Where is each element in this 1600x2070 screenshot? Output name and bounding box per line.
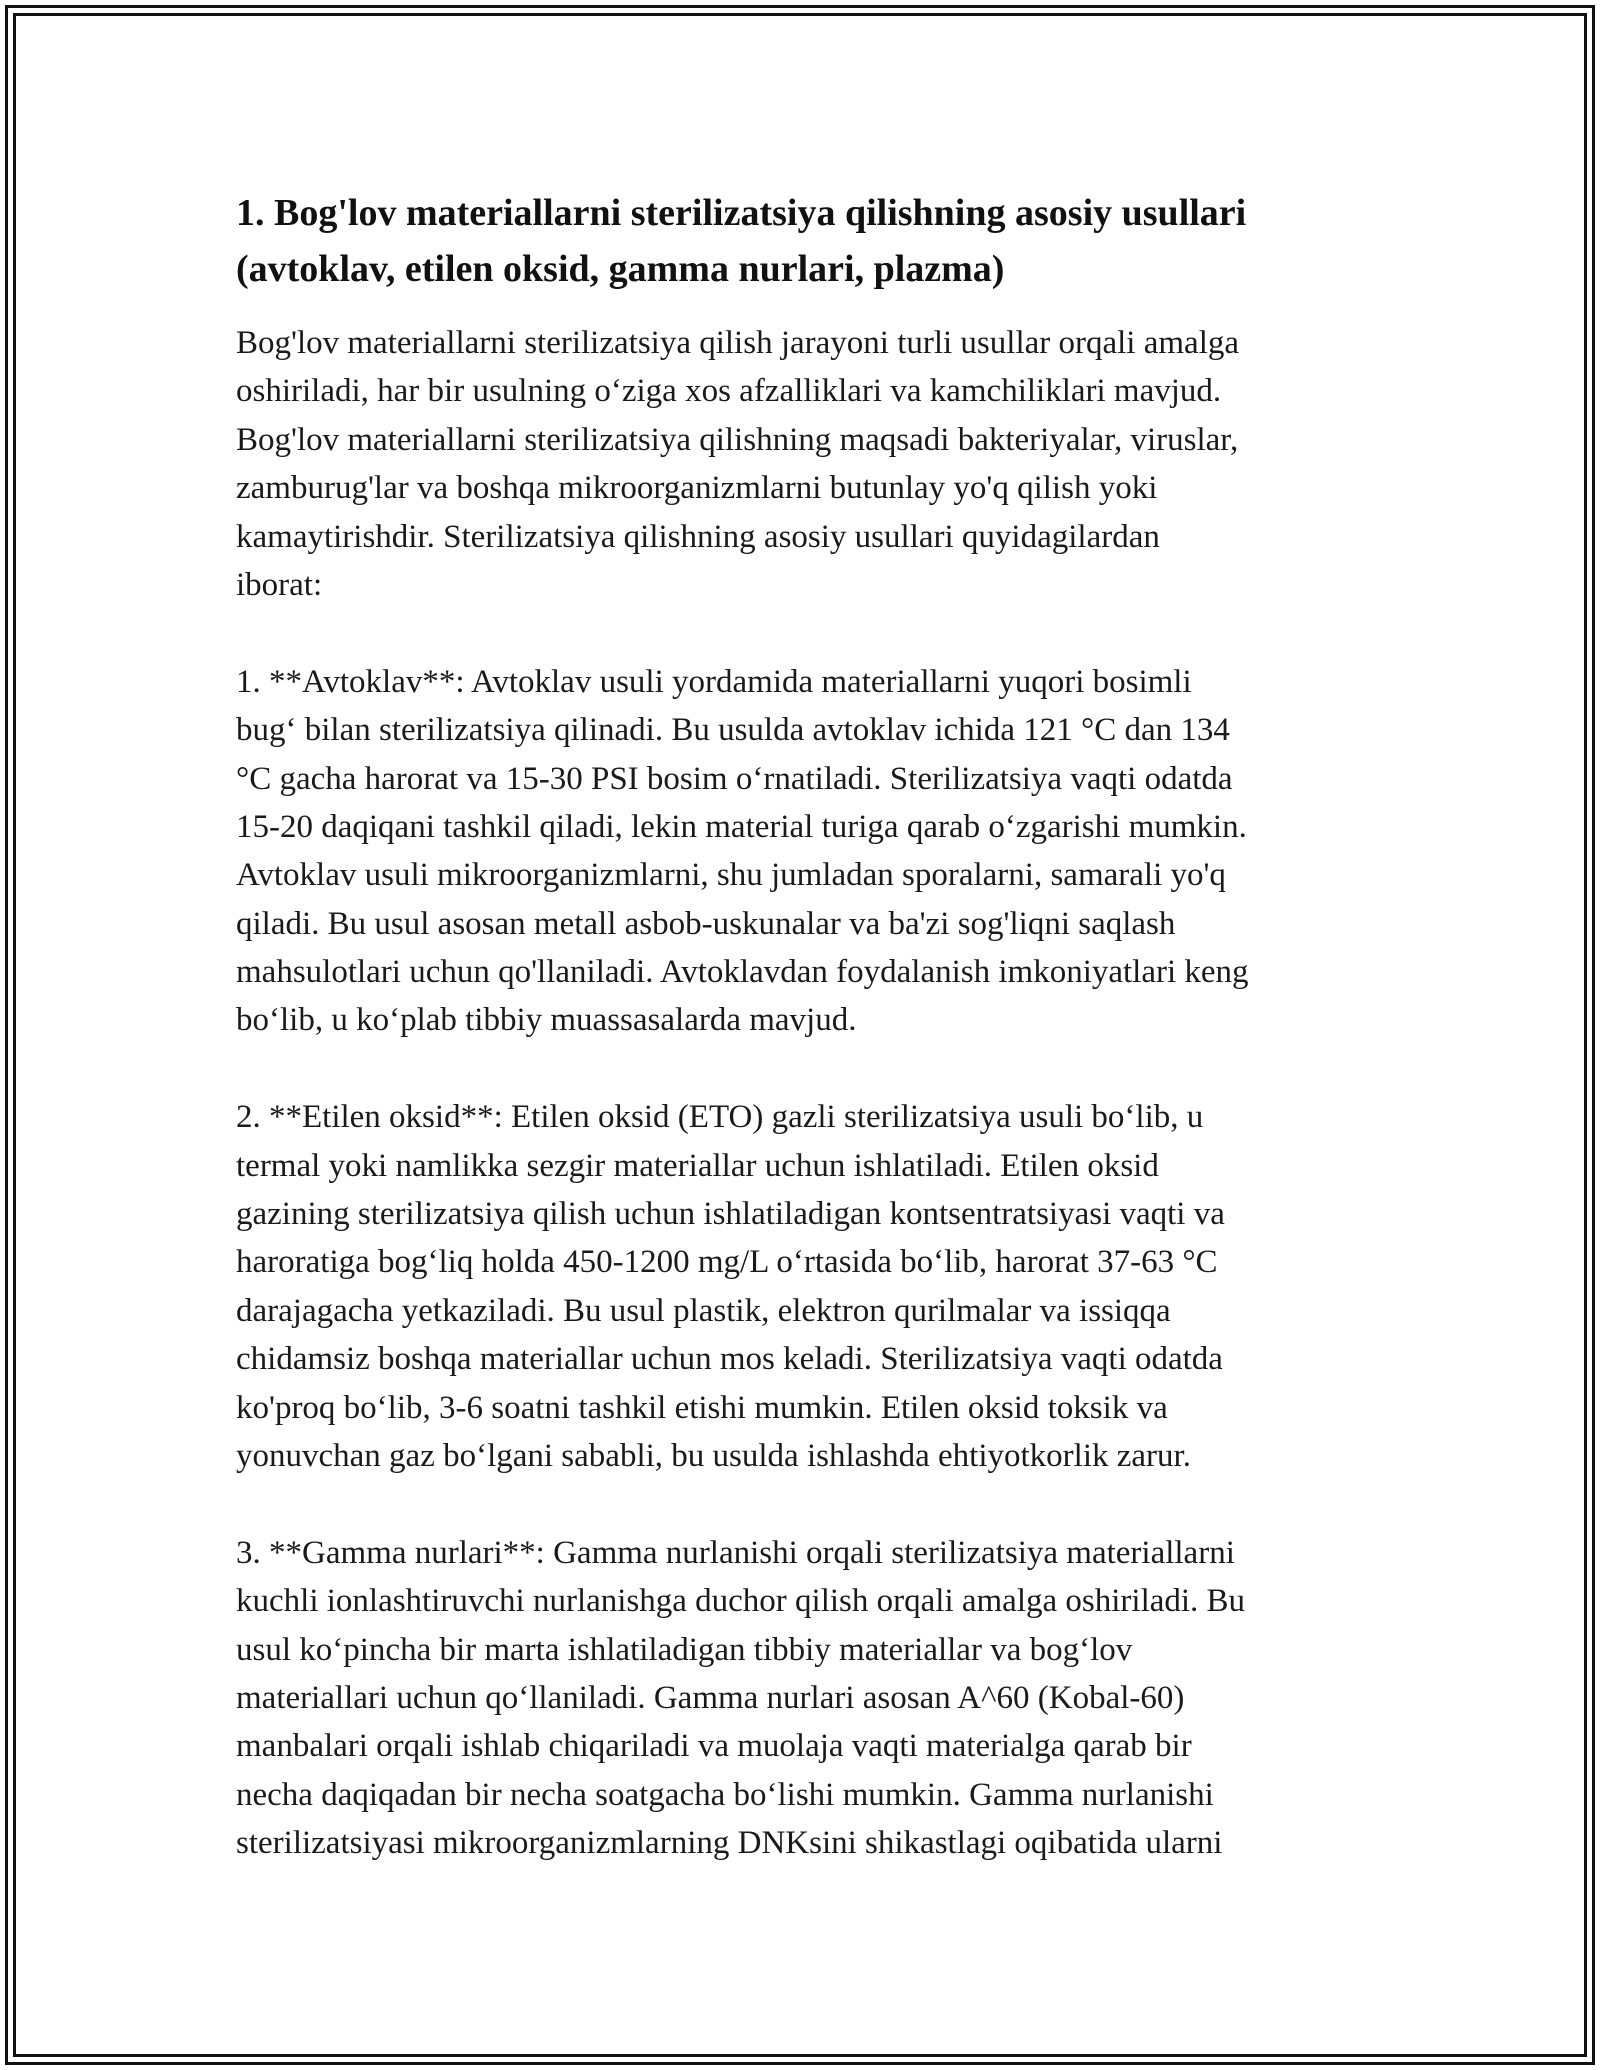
text-line: kuchli ionlashtiruvchi nurlanishga duchor qilish orqali amalga oshiriladi. Bu	[236, 1583, 1246, 1620]
text-line: bug‘ bilan sterilizatsiya qilinadi. Bu usulda avtoklav ichida 121 °C dan 134	[236, 712, 1230, 749]
paragraph-gap	[236, 1480, 1376, 1528]
text-line: mahsulotlari uchun qo'llaniladi. Avtoklavdan foydalanish imkoniyatlari keng	[236, 954, 1249, 991]
text-line: termal yoki namlikka sezgir materiallar uchun ishlatiladi. Etilen oksid	[236, 1147, 1159, 1184]
text-line: sterilizatsiyasi mikroorganizmlarning DNKsini shikastlagi oqibatida ularni	[236, 1825, 1223, 1862]
paragraph-gamma-nurlari	[236, 1529, 1376, 1868]
paragraph-gap	[236, 609, 1376, 657]
text-line: kamaytirishdir. Sterilizatsiya qilishning asosiy usullari quyidagilardan	[236, 518, 1160, 555]
text-line: necha daqiqadan bir necha soatgacha bo‘lishi mumkin. Gamma nurlanishi	[236, 1776, 1214, 1813]
text-line: haroratiga bog‘liq holda 450-1200 mg/L o‘rtasida bo‘lib, harorat 37-63 °C	[236, 1244, 1218, 1281]
heading-line: (avtoklav, etilen oksid, gamma nurlari, plazma)	[236, 248, 1005, 290]
text-line: 2. **Etilen oksid**: Etilen oksid (ETO) gazli sterilizatsiya usuli bo‘lib, u	[236, 1099, 1204, 1136]
text-line: 1. **Avtoklav**: Avtoklav usuli yordamida materiallarni yuqori bosimli	[236, 663, 1192, 700]
paragraph-intro	[236, 319, 1376, 609]
text-line: oshiriladi, har bir usulning o‘ziga xos afzalliklari va kamchiliklari mavjud.	[236, 373, 1222, 410]
text-line: ko'proq bo‘lib, 3-6 soatni tashkil etishi mumkin. Etilen oksid toksik va	[236, 1389, 1168, 1426]
text-line: usul ko‘pincha bir marta ishlatiladigan tibbiy materiallar va bog‘lov	[236, 1631, 1133, 1668]
text-line: °C gacha harorat va 15-30 PSI bosim o‘rnatiladi. Sterilizatsiya vaqti odatda	[236, 760, 1233, 797]
text-line: Bog'lov materiallarni sterilizatsiya qilish jarayoni turli usullar orqali amalga	[236, 325, 1240, 361]
text-line: gazining sterilizatsiya qilish uchun ishlatiladigan kontsentratsiyasi vaqti va	[236, 1196, 1225, 1233]
text-line: bo‘lib, u ko‘plab tibbiy muassasalarda mavjud.	[236, 1002, 857, 1039]
text-line: qiladi. Bu usul asosan metall asbob-uskunalar va ba'zi sog'liqni saqlash	[236, 905, 1176, 942]
text-line: chidamsiz boshqa materiallar uchun mos keladi. Sterilizatsiya vaqti odatda	[236, 1341, 1223, 1378]
text-line: iborat:	[236, 566, 323, 603]
document-page	[236, 185, 1376, 1868]
paragraph-gap	[236, 1045, 1376, 1093]
text-line: zamburug'lar va boshqa mikroorganizmlarni butunlay yo'q qilish yoki	[236, 470, 1158, 507]
text-line: 3. **Gamma nurlari**: Gamma nurlanishi orqali sterilizatsiya materiallarni	[236, 1534, 1235, 1571]
heading-line: 1. Bog'lov materiallarni sterilizatsiya qilishning asosiy usullari	[236, 192, 1247, 234]
text-line: materiallari uchun qo‘llaniladi. Gamma nurlari asosan A^60 (Kobal-60)	[236, 1679, 1185, 1716]
text-line: yonuvchan gaz bo‘lgani sababli, bu usulda ishlashda ehtiyotkorlik zarur.	[236, 1437, 1191, 1474]
paragraph-etilen-oksid	[236, 1093, 1376, 1480]
text-line: manbalari orqali ishlab chiqariladi va muolaja vaqti materialga qarab bir	[236, 1728, 1192, 1765]
paragraph-avtoklav	[236, 658, 1376, 1045]
text-line: darajagacha yetkaziladi. Bu usul plastik, elektron qurilmalar va issiqqa	[236, 1292, 1171, 1329]
text-line: Avtoklav usuli mikroorganizmlarni, shu jumladan sporalarni, samarali yo'q	[236, 857, 1226, 894]
text-line: Bog'lov materiallarni sterilizatsiya qilishning maqsadi bakteriyalar, viruslar,	[236, 421, 1239, 458]
text-line: 15-20 daqiqani tashkil qiladi, lekin material turiga qarab o‘zgarishi mumkin.	[236, 808, 1247, 845]
section-heading	[236, 185, 1376, 297]
